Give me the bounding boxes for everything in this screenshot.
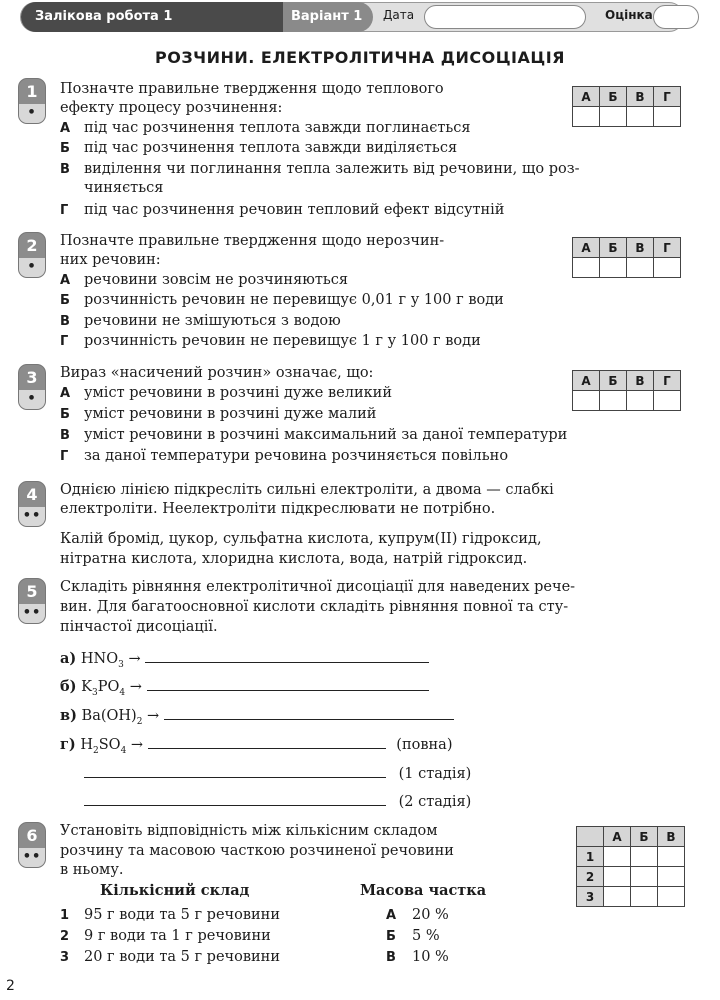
answer-cell[interactable] bbox=[654, 391, 681, 411]
task-2-option-a bbox=[60, 271, 348, 290]
answer-cell[interactable] bbox=[604, 867, 631, 887]
page-title: РОЗЧИНИ. ЕЛЕКТРОЛІТИЧНА ДИСОЦІАЦІЯ bbox=[154, 48, 565, 67]
arrow: → bbox=[130, 737, 144, 753]
task-badge-6 bbox=[18, 822, 46, 868]
header-bar bbox=[20, 2, 684, 32]
column-header-left: Кількісний склад bbox=[100, 882, 250, 899]
option-text: уміст речовини в розчині дуже малий bbox=[84, 406, 377, 422]
task-2-option-d bbox=[60, 332, 481, 351]
grid-header: В bbox=[627, 371, 654, 391]
answer-cell[interactable] bbox=[631, 847, 658, 867]
item-label: в) bbox=[60, 707, 77, 724]
equation-c bbox=[60, 706, 454, 731]
equation-b bbox=[60, 677, 429, 702]
task-badge-2 bbox=[18, 232, 46, 278]
option-letter: Г bbox=[60, 203, 69, 218]
grid-row-header: 1 bbox=[577, 847, 604, 867]
answer-cell[interactable] bbox=[631, 867, 658, 887]
note-full: (повна) bbox=[396, 737, 453, 753]
equation-stage-2 bbox=[84, 792, 471, 811]
grid-header: Б bbox=[631, 827, 658, 847]
task-6-text: розчину та масовою часткою розчиненої речовини bbox=[60, 843, 454, 859]
option-letter: А bbox=[60, 121, 71, 136]
row-number: 1 bbox=[60, 908, 70, 923]
option-text: розчинність речовин не перевищує 1 г у 100 г води bbox=[84, 333, 481, 349]
task-number: 2 bbox=[26, 236, 38, 255]
option-text: речовини не змішуються з водою bbox=[84, 313, 341, 329]
option-letter: А bbox=[60, 273, 71, 288]
task-number: 3 bbox=[26, 368, 38, 387]
task-1-option-d bbox=[60, 201, 504, 220]
option-letter: Г bbox=[60, 449, 69, 464]
task-1-text: Позначте правильне твердження щодо теплового bbox=[60, 81, 444, 97]
option-text-continued: чиняється bbox=[84, 180, 164, 196]
task-badge-4 bbox=[18, 481, 46, 527]
grid-header: Б bbox=[600, 238, 627, 258]
item-label: г) bbox=[60, 736, 76, 753]
column-header-right: Масова частка bbox=[360, 882, 487, 899]
variant-label: Варіант 1 bbox=[283, 2, 373, 32]
formula: H bbox=[80, 737, 94, 753]
grid-header: А bbox=[573, 238, 600, 258]
task-3-text: Вираз «насичений розчин» означає, що: bbox=[60, 365, 374, 381]
date-label: Дата bbox=[383, 8, 415, 22]
subscript: 3 bbox=[118, 659, 124, 670]
page-number: 2 bbox=[6, 978, 15, 994]
task-2-option-c bbox=[60, 312, 341, 331]
task-3-option-d bbox=[60, 447, 508, 466]
grid-header: А bbox=[604, 827, 631, 847]
match-value-c bbox=[386, 948, 449, 967]
option-text: розчинність речовин не перевищує 0,01 г у 100 г води bbox=[84, 292, 504, 308]
option-letter: Б bbox=[60, 407, 70, 422]
task-badge-5 bbox=[18, 578, 46, 624]
task-3-option-a bbox=[60, 384, 392, 403]
equation-stage-1 bbox=[84, 764, 471, 783]
task-badge-3 bbox=[18, 364, 46, 410]
answer-cell[interactable] bbox=[573, 107, 600, 127]
task-4-substances: нітратна кислота, хлоридна кислота, вода, натрій гідроксид. bbox=[60, 551, 528, 567]
answer-cell[interactable] bbox=[573, 391, 600, 411]
answer-cell[interactable] bbox=[627, 391, 654, 411]
task-number: 4 bbox=[26, 485, 38, 504]
match-row-1 bbox=[60, 906, 280, 925]
answer-grid-3 bbox=[572, 370, 681, 411]
answer-cell[interactable] bbox=[604, 887, 631, 907]
row-right: 10 % bbox=[412, 949, 449, 965]
option-text: під час розчинення речовин тепловий ефект відсутній bbox=[84, 202, 505, 218]
task-4-substances: Калій бромід, цукор, сульфатна кислота, купрум(II) гідроксид, bbox=[60, 531, 542, 547]
answer-cell[interactable] bbox=[658, 847, 685, 867]
option-letter: Г bbox=[60, 334, 69, 349]
answer-grid-2 bbox=[572, 237, 681, 278]
answer-cell[interactable] bbox=[600, 258, 627, 278]
task-2-text: них речовин: bbox=[60, 252, 161, 268]
answer-cell[interactable] bbox=[627, 258, 654, 278]
task-3-option-c bbox=[60, 426, 567, 445]
task-2-option-b bbox=[60, 291, 504, 310]
subscript: 4 bbox=[119, 687, 126, 698]
task-6-text: в ньому. bbox=[60, 862, 124, 878]
row-letter: А bbox=[386, 908, 397, 923]
option-letter: В bbox=[60, 428, 70, 443]
row-number: 3 bbox=[60, 950, 70, 965]
task-level: • bbox=[19, 258, 45, 277]
answer-line[interactable] bbox=[147, 677, 429, 691]
task-3-option-b bbox=[60, 405, 376, 424]
formula: K bbox=[81, 679, 92, 695]
grid-header: Г bbox=[654, 87, 681, 107]
grade-field[interactable] bbox=[653, 5, 699, 29]
date-field[interactable] bbox=[424, 5, 586, 29]
formula: HNO bbox=[80, 651, 119, 667]
option-text: речовини зовсім не розчиняються bbox=[84, 272, 349, 288]
task-5-text: вин. Для багатоосновної кислоти складіть рівняння повної та сту- bbox=[60, 599, 569, 615]
row-letter: В bbox=[386, 950, 396, 965]
grid-header: Б bbox=[600, 371, 627, 391]
work-title: Залікова робота 1 bbox=[21, 2, 283, 32]
grid-header: В bbox=[658, 827, 685, 847]
task-number: 6 bbox=[26, 826, 38, 845]
grade-label: Оцінка bbox=[605, 8, 653, 22]
grid-header: Б bbox=[600, 87, 627, 107]
answer-cell[interactable] bbox=[658, 887, 685, 907]
row-letter: Б bbox=[386, 929, 396, 944]
option-letter: В bbox=[60, 162, 70, 177]
option-letter: Б bbox=[60, 293, 70, 308]
grid-row-header: 2 bbox=[577, 867, 604, 887]
answer-cell[interactable] bbox=[573, 258, 600, 278]
arrow: → bbox=[129, 679, 142, 695]
answer-cell[interactable] bbox=[658, 867, 685, 887]
task-4-text: Однією лінією підкресліть сильні електроліти, а двома — слабкі bbox=[60, 482, 554, 498]
task-level: •• bbox=[19, 507, 45, 526]
task-5-text: пінчастої дисоціації. bbox=[60, 619, 218, 635]
task-1-option-a bbox=[60, 119, 471, 138]
formula: SO bbox=[98, 737, 121, 753]
option-letter: Б bbox=[60, 141, 70, 156]
answer-line[interactable] bbox=[145, 649, 429, 663]
task-number: 5 bbox=[26, 582, 38, 601]
equation-a bbox=[60, 649, 429, 674]
answer-cell[interactable] bbox=[627, 107, 654, 127]
grid-header: В bbox=[627, 238, 654, 258]
answer-cell[interactable] bbox=[600, 391, 627, 411]
answer-line[interactable] bbox=[164, 706, 454, 720]
match-row-3 bbox=[60, 948, 280, 967]
answer-cell[interactable] bbox=[654, 107, 681, 127]
task-badge-1 bbox=[18, 78, 46, 124]
answer-line[interactable] bbox=[148, 735, 386, 749]
task-6-text: Установіть відповідність між кількісним складом bbox=[60, 823, 438, 839]
task-1-option-b bbox=[60, 139, 457, 158]
option-letter: А bbox=[60, 386, 71, 401]
answer-cell[interactable] bbox=[604, 847, 631, 867]
grid-row-header: 3 bbox=[577, 887, 604, 907]
row-number: 2 bbox=[60, 929, 70, 944]
grid-header: Г bbox=[654, 238, 681, 258]
task-level: • bbox=[19, 104, 45, 123]
formula: PO bbox=[97, 679, 120, 695]
grid-corner bbox=[577, 827, 604, 847]
note-stage-1: (1 стадія) bbox=[398, 766, 472, 782]
answer-cell[interactable] bbox=[600, 107, 627, 127]
task-level: •• bbox=[19, 604, 45, 623]
task-4-text: електроліти. Неелектроліти підкреслювати не потрібно. bbox=[60, 501, 496, 517]
task-5-text: Складіть рівняння електролітичної дисоціації для наведених рече- bbox=[60, 579, 576, 595]
answer-line[interactable] bbox=[84, 764, 386, 778]
item-label: а) bbox=[60, 650, 77, 667]
grid-header: Г bbox=[654, 371, 681, 391]
option-text: під час розчинення теплота завжди поглинається bbox=[84, 120, 471, 136]
arrow: → bbox=[147, 708, 160, 724]
row-left: 9 г води та 1 г речовини bbox=[84, 928, 271, 944]
option-text: виділення чи поглинання тепла залежить від речовини, що роз- bbox=[84, 161, 580, 177]
task-number: 1 bbox=[26, 82, 38, 101]
grid-header: А bbox=[573, 371, 600, 391]
subscript: 2 bbox=[136, 716, 143, 727]
option-letter: В bbox=[60, 314, 70, 329]
grid-header: А bbox=[573, 87, 600, 107]
grid-header: В bbox=[627, 87, 654, 107]
answer-grid-1 bbox=[572, 86, 681, 127]
item-label: б) bbox=[60, 678, 77, 695]
task-2-text: Позначте правильне твердження щодо нерозчин- bbox=[60, 233, 445, 249]
match-value-a bbox=[386, 906, 449, 925]
answer-line[interactable] bbox=[84, 792, 386, 806]
task-1-option-c bbox=[60, 160, 580, 179]
answer-cell[interactable] bbox=[631, 887, 658, 907]
subscript: 4 bbox=[120, 745, 127, 756]
equation-d bbox=[60, 735, 452, 760]
arrow: → bbox=[128, 651, 141, 667]
answer-cell[interactable] bbox=[654, 258, 681, 278]
option-text: за даної температури речовина розчиняється повільно bbox=[84, 448, 509, 464]
subscript: 2 bbox=[93, 745, 99, 756]
task-level: •• bbox=[19, 848, 45, 867]
note-stage-2: (2 стадія) bbox=[398, 794, 472, 810]
task-level: • bbox=[19, 390, 45, 409]
match-row-2 bbox=[60, 927, 271, 946]
task-1-text: ефекту процесу розчинення: bbox=[60, 100, 283, 116]
option-text: уміст речовини в розчині максимальний за даної температури bbox=[84, 427, 568, 443]
row-right: 20 % bbox=[412, 907, 449, 923]
option-text: уміст речовини в розчині дуже великий bbox=[84, 385, 392, 401]
answer-grid-6 bbox=[576, 826, 685, 907]
formula: Ba(OH) bbox=[81, 708, 137, 724]
row-right: 5 % bbox=[412, 928, 440, 944]
match-value-b bbox=[386, 927, 440, 946]
subscript: 3 bbox=[92, 687, 98, 698]
row-left: 95 г води та 5 г речовини bbox=[84, 907, 281, 923]
option-text: під час розчинення теплота завжди виділяється bbox=[84, 140, 458, 156]
row-left: 20 г води та 5 г речовини bbox=[84, 949, 281, 965]
